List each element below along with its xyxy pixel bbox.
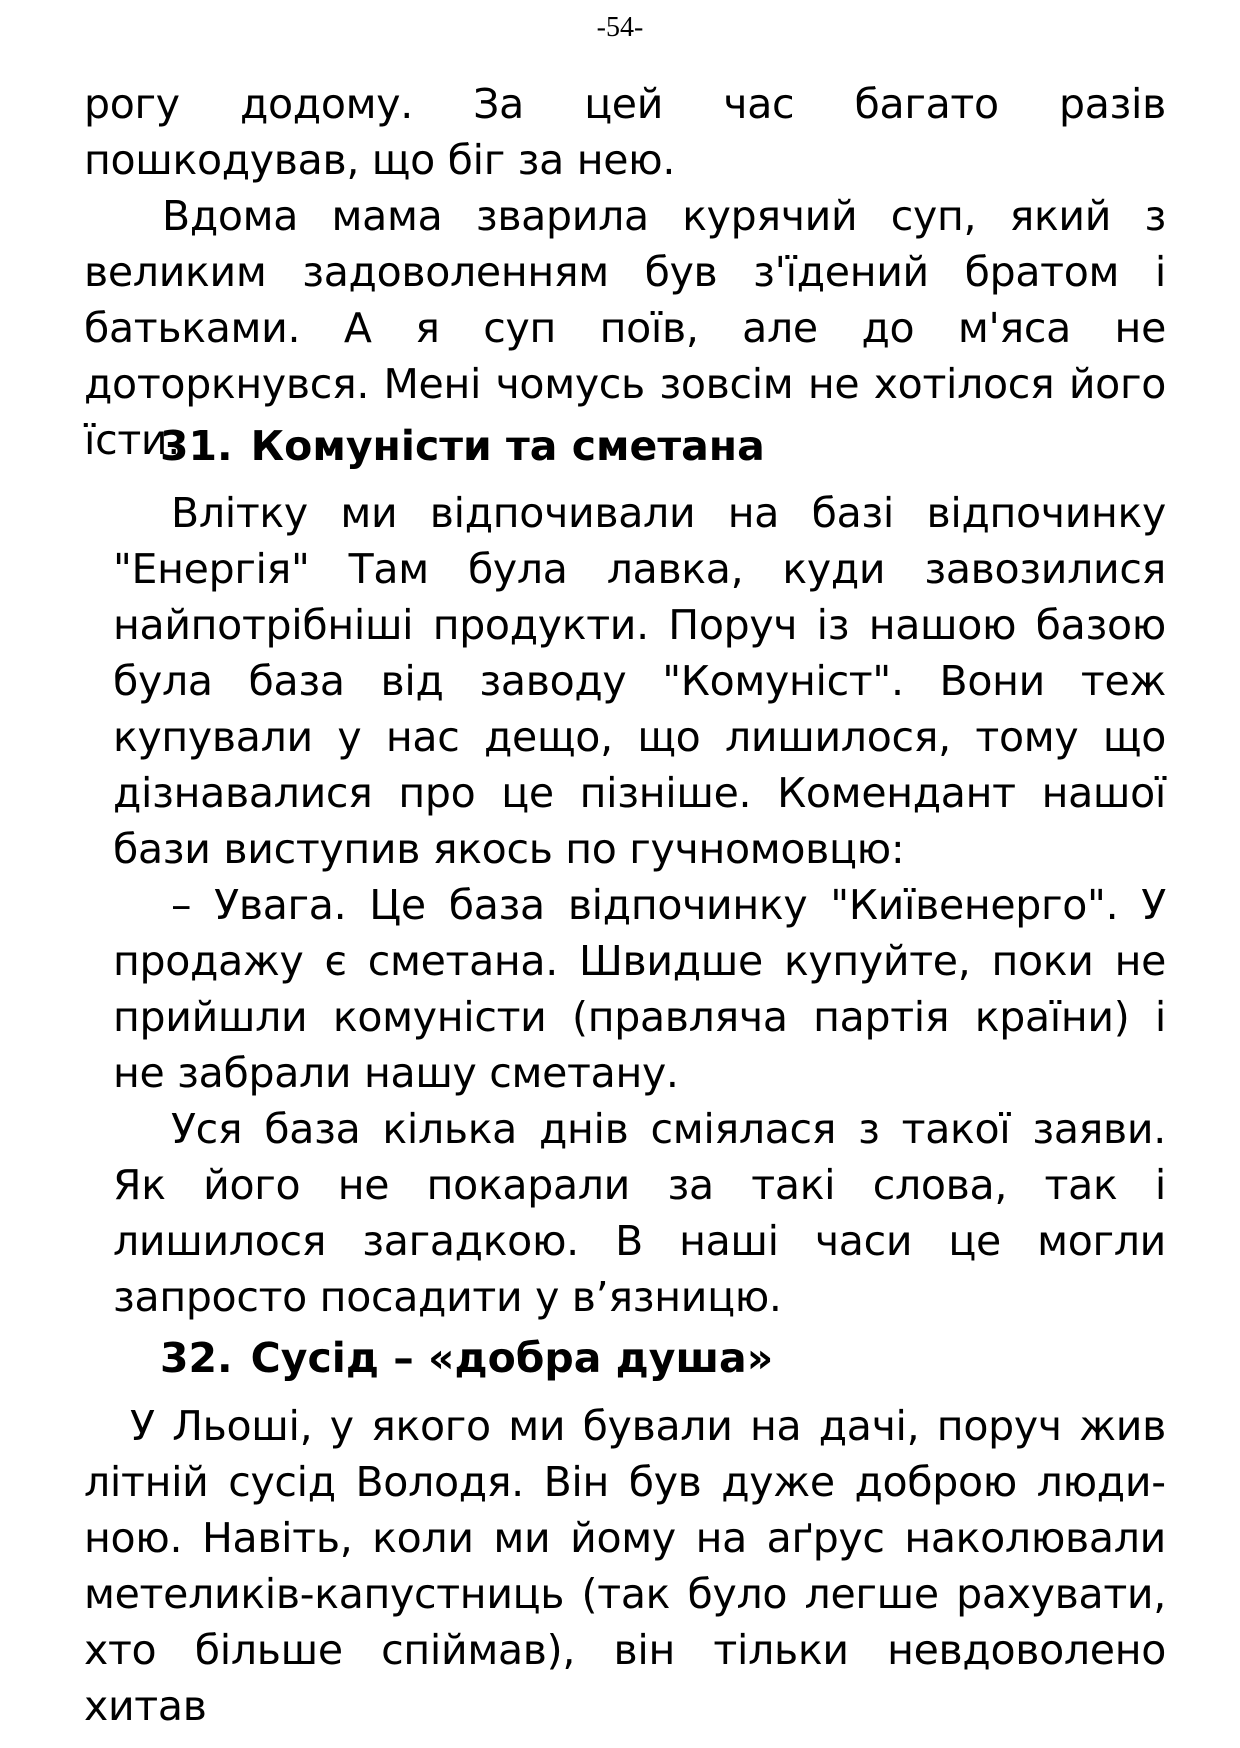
section-32-text — [84, 1398, 1166, 1734]
section-number: 32. — [160, 1334, 233, 1382]
previous-story-text — [84, 76, 1166, 468]
paragraph: Влітку ми відпочивали на базі відпочинку "Енергія" Там була лавка, куди завозилися найпотрібніші продукти. Поруч із нашою базою була база від заводу "Комуніст". Вони теж купували у нас дещо, що лишилося, тому що дізнавалися про це пізніше. Комендант нашої бази виступив якось по гучномовцю: — [113, 489, 1166, 873]
page-number: -54- — [596, 12, 644, 43]
section-title: Комуністи та сметана — [250, 422, 765, 470]
paragraph: У Льоші, у якого ми бували на дачі, поруч жив літній сусід Володя. Він був дуже доброю людиною. Навіть, коли ми йому на аґрус наколювали метеликів-капустниць (так було легше рахувати, хто більше спіймав), він тільки невдоволено хитав — [84, 1402, 1166, 1730]
paragraph: Уся база кілька днів сміялася з такої заяви. Як його не покарали за такі слова, так і лишилося загадкою. В наші часи це могли запросто посадити у в’язницю. — [113, 1105, 1166, 1321]
section-heading-31 — [160, 418, 1160, 474]
section-number: 31. — [160, 422, 233, 470]
paragraph: Вдома мама зварила курячий суп, який з великим задоволенням був з'їдений братом і батьками. А я суп поїв, але до м'яса не доторкнувся. Мені чомусь зовсім не хотілося його їсти. — [84, 192, 1166, 464]
section-31-text — [113, 485, 1166, 1325]
paragraph: рогу додому. За цей час багато разів пошкодував, що біг за нею. — [84, 80, 1166, 184]
paragraph: – Увага. Це база відпочинку "Київенерго". У продажу є сметана. Швидше купуйте, поки не прийшли комуністи (правляча партія країни) і не забрали нашу сметану. — [113, 881, 1166, 1097]
section-title: Сусід – «добра душа» — [250, 1334, 774, 1382]
section-heading-32 — [160, 1330, 1160, 1386]
